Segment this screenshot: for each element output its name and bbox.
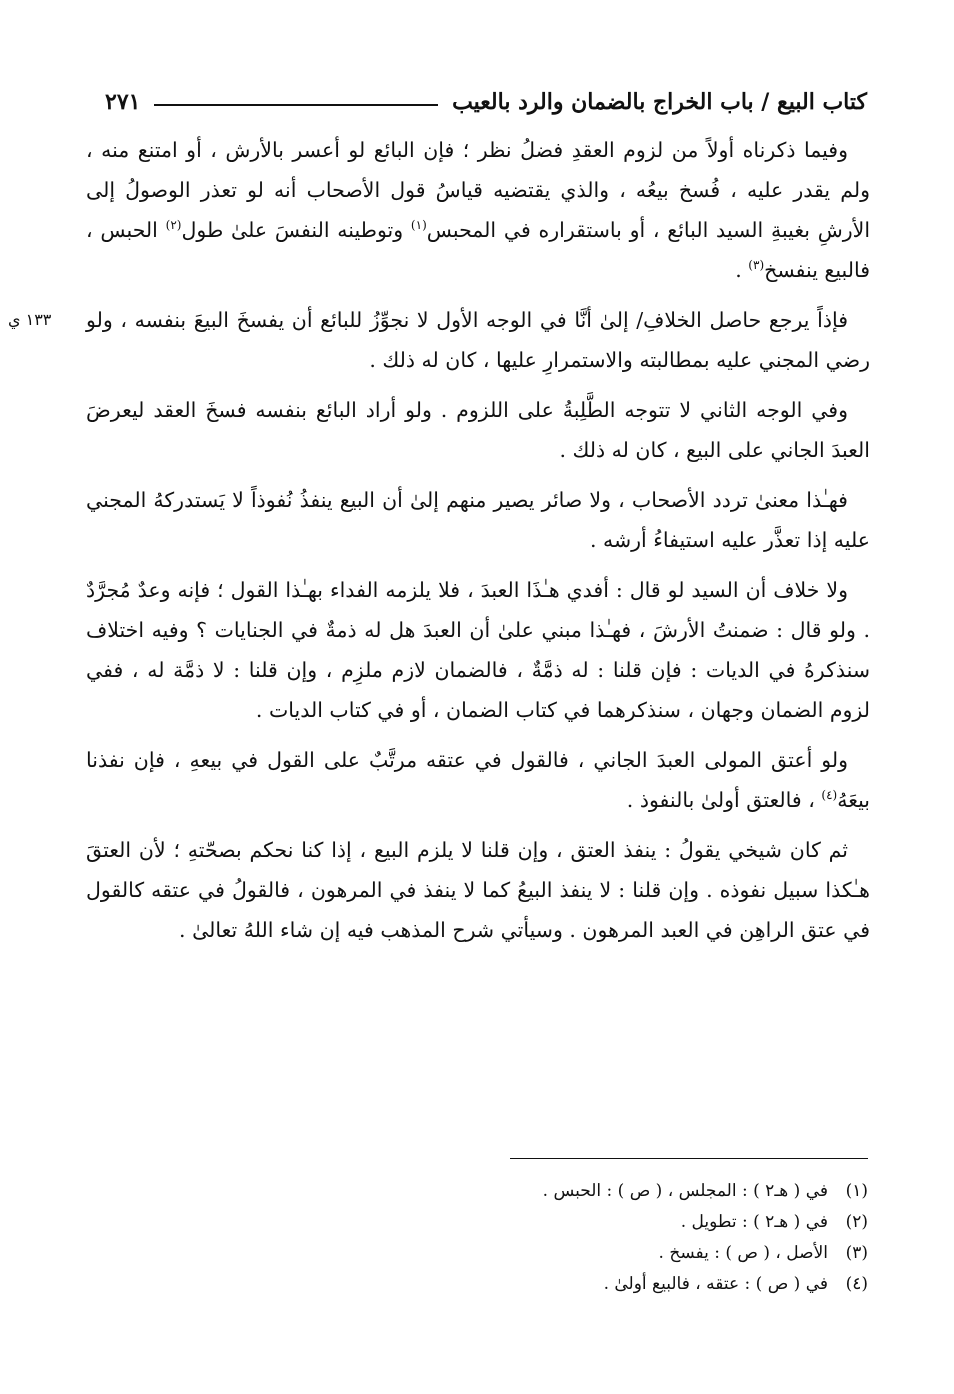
footnote-number: (١) [845, 1181, 868, 1201]
footnote-3 [300, 1238, 868, 1269]
paragraph-text: وتوطينه النفسَ علىٰ طول [181, 218, 411, 242]
footnote-1 [300, 1176, 868, 1207]
footnote-2 [300, 1207, 868, 1238]
page-number: ٢٧١ [105, 89, 141, 115]
footnote-number: (٤) [845, 1274, 868, 1294]
paragraph-text: ولو أعتق المولى العبدَ الجاني ، فالقول في عتقه مرتَّبٌ على القول في بيعهِ ، فإن نفذنا بيعَهُ [86, 748, 870, 812]
main-text [8, 130, 871, 960]
footnote-number: (٣) [845, 1243, 868, 1263]
paragraph-2 [8, 300, 870, 380]
footnote-4 [300, 1269, 868, 1300]
footnote-ref-3: (٣) [748, 258, 765, 273]
footnote-text: في ( هـ٢ ) : المجلس ، ( ص ) : الحبس . [542, 1181, 828, 1201]
footnotes [300, 1176, 868, 1300]
footnote-text: في ( ص ) : عتقه ، فالبيع أولىٰ . [603, 1274, 828, 1294]
footnote-number: (٢) [845, 1212, 868, 1232]
paragraph-text: وفيما ذكرناه أولاً من لزوم العقدِ فضلُ نظر ؛ فإن البائع لو أعسر بالأرش ، أو امتنع منه ، ولم يقدر عليه ، فُسخ بيعُه ، والذي يقتضيه قياسُ قول الأصحاب أنه لو تعذر الوصولُ إلى الأرشِ بغيبةِ السيد البائع ، أو باستقراره في المحبس [86, 138, 871, 242]
footnote-ref-2: (٢) [165, 218, 182, 233]
paragraph-text: ، فالعتق أولىٰ بالنفوذ . [626, 788, 822, 812]
paragraph-7: ثم كان شيخي يقولُ : ينفذ العتق ، وإن قلنا لا يلزم البيع ، إذا كنا نحكم بصحّتهِ ؛ لأن العتقَ هـٰكذا سبيل نفوذه . وإن قلنا : لا ينفذ البيعُ كما لا ينفذ في المرهون ، فالقولُ في عتقه كالقول في عتق الراهِن في العبد المرهون . وسيأتي شرح المذهب فيه إن شاء اللهُ تعالىٰ . [86, 838, 870, 942]
paragraph-6 [86, 740, 870, 820]
footnote-text: الأصل ، ( ص ) : يفسخ . [658, 1243, 828, 1263]
paragraph-text: فإذاً يرجع حاصل الخلافِ/ إلىٰ أنَّا في الوجه الأول لا نجوِّزُ للبائع أن يفسخَ البيعَ بنفسه ، ولو رضي المجني عليه بمطالبته والاستمرارِ عليها ، كان له ذلك . [86, 308, 870, 372]
paragraph-text: الحبس ، فالبيع ينفسخ [86, 218, 870, 282]
footnote-text: في ( هـ٢ ) : تطويل . [680, 1212, 828, 1232]
paragraph-5: ولا خلاف أن السيد لو قال : أفدي هـٰذَا العبدَ ، فلا يلزمه الفداء بهـٰذا القول ؛ فإنه وعدٌ مُجرَّدٌ . ولو قال : ضمنتُ الأرشَ ، فهـٰذا مبني علىٰ أن العبدَ هل له ذمةٌ في الجنايات ؟ وفيه اختلاف سنذكرهُ في الديات : فإن قلنا : له ذمَّةٌ ، فالضمان لازم ملزِم ، وإن قلنا : لا ذمَّة له ، ففي لزوم الضمان وجهان ، سنذكرهما في كتاب الضمان ، أو في كتاب الديات . [86, 578, 870, 722]
paragraph-3: وفي الوجه الثاني لا تتوجه الطَّلِبةُ على اللزوم . ولو أراد البائع بنفسه فسخَ العقد ليعرضَ العبدَ الجاني على البيع ، كان له ذلك . [86, 398, 870, 462]
header-rule [154, 104, 438, 106]
header-title: كتاب البيع / باب الخراج بالضمان والرد بالعيب [452, 89, 867, 115]
paragraph-text: . [735, 258, 749, 282]
running-header [105, 84, 867, 120]
margin-folio-note: ١٣٣ ي [8, 310, 52, 329]
paragraph-1 [86, 130, 870, 290]
footnote-separator [510, 1158, 868, 1159]
footnote-ref-4: (٤) [821, 788, 838, 803]
paragraph-4: فهـٰذا معنىٰ تردد الأصحاب ، ولا صائر يصير منهم إلىٰ أن البيع ينفذُ نُفوذاً لا يَستدركهُ المجني عليه إذا تعذَّر عليه استيفاءُ أرشه . [86, 488, 870, 552]
footnote-ref-1: (١) [410, 218, 427, 233]
